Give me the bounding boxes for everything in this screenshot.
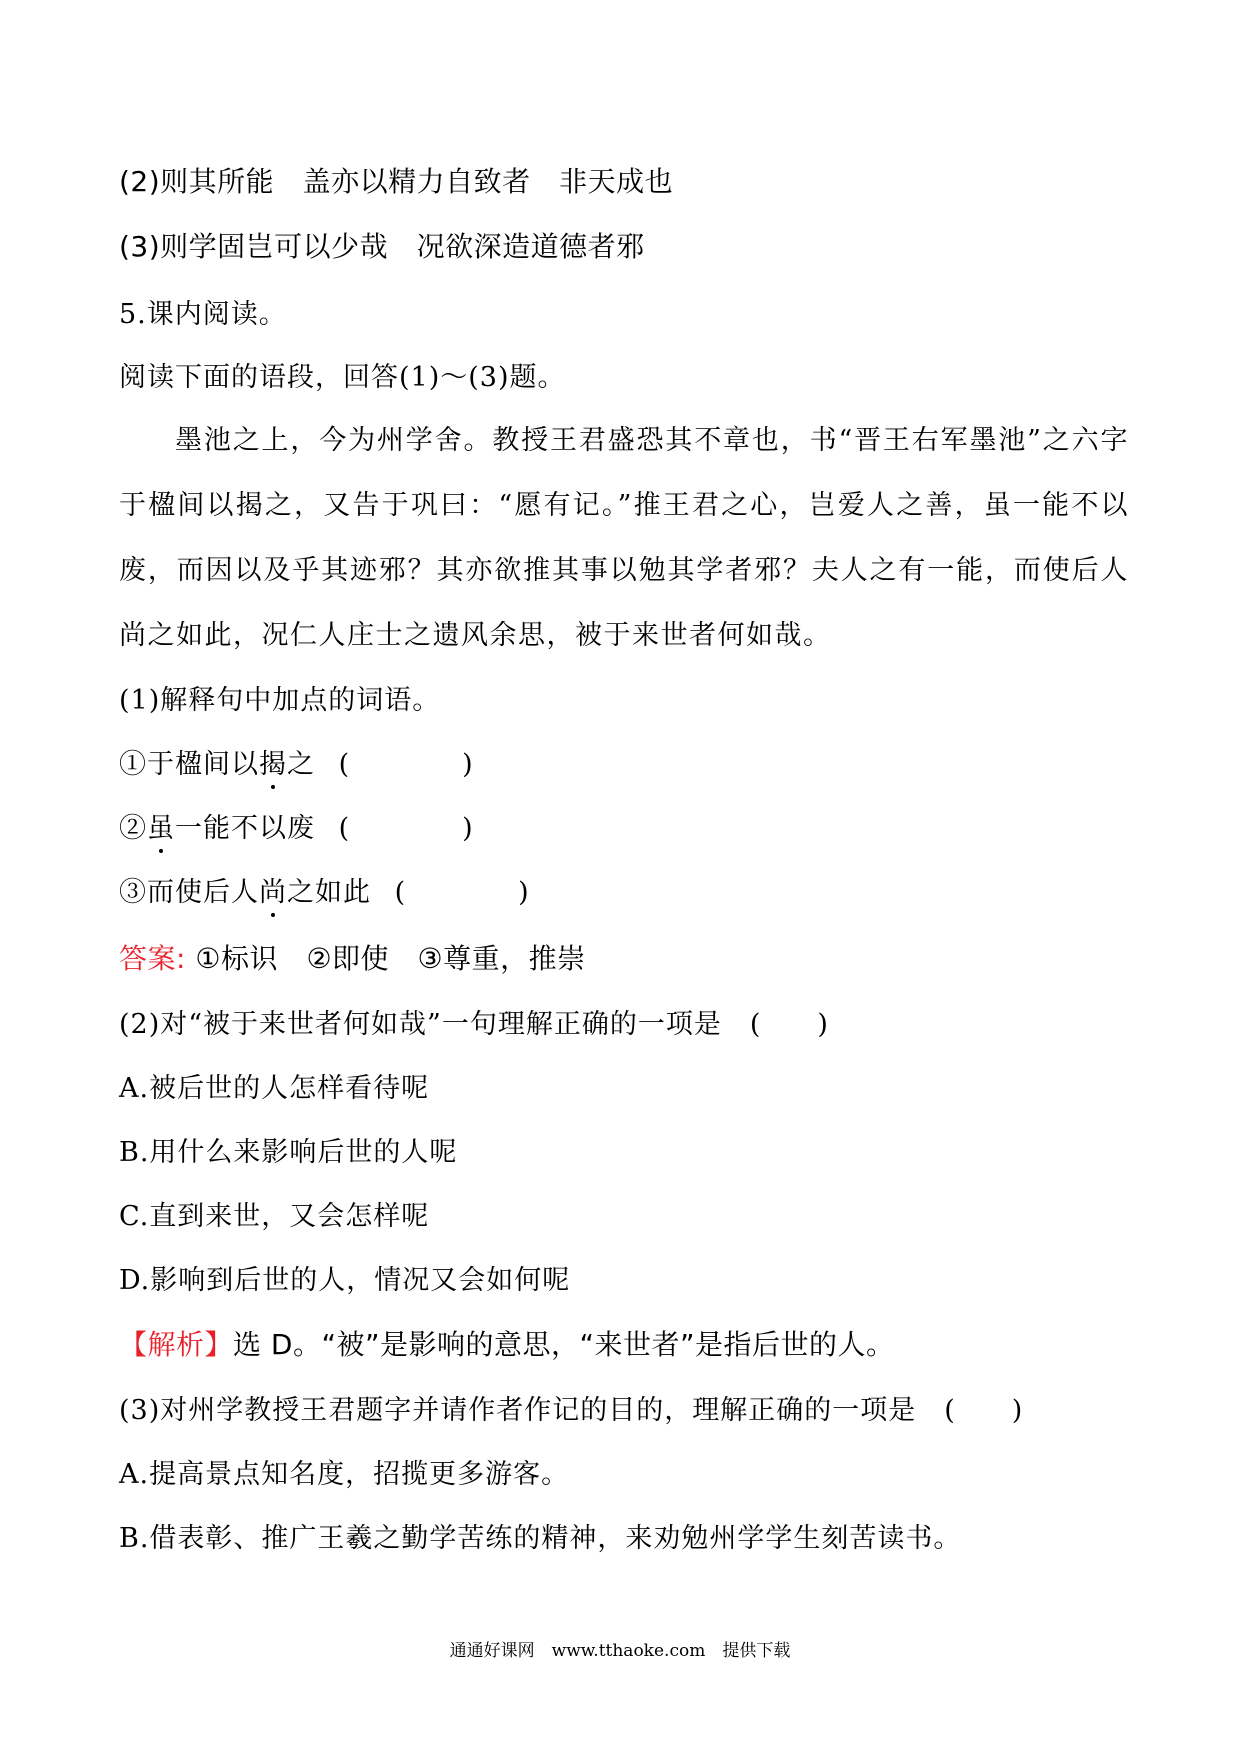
item-2-post: 一能不以废 bbox=[175, 813, 315, 844]
item-3-pre: ③而使后人 bbox=[119, 877, 259, 908]
page-footer: 通通好课网 www.tthaoke.com 提供下载 bbox=[449, 1641, 791, 1661]
sub-question-2: (2)对“被于来世者何如哉”一句理解正确的一项是 ( ) bbox=[119, 1009, 829, 1040]
item-1-post: 之 bbox=[287, 749, 315, 780]
answer-label: 答案: bbox=[119, 942, 186, 975]
option-2c: C.直到来世，又会怎样呢 bbox=[119, 1201, 430, 1232]
item-1-dotted-word: 揭 bbox=[259, 749, 287, 780]
item-2-pre: ② bbox=[119, 813, 147, 844]
analysis-text: 选 D。“被”是影响的意思，“来世者”是指后世的人。 bbox=[233, 1328, 895, 1361]
option-3a: A.提高景点知名度，招揽更多游客。 bbox=[119, 1459, 570, 1490]
item-1-pre: ①于楹间以 bbox=[119, 749, 259, 780]
item-1 bbox=[119, 742, 474, 781]
analysis-line bbox=[119, 1323, 895, 1363]
item-3-post: 之如此 bbox=[287, 877, 371, 908]
analysis-label: 【解析】 bbox=[119, 1328, 234, 1361]
item-3 bbox=[119, 870, 530, 909]
option-3b: B.借表彰、推广王羲之勤学苦练的精神，来劝勉州学学生刻苦读书。 bbox=[119, 1523, 962, 1554]
sub-question-1: (1)解释句中加点的词语。 bbox=[119, 685, 441, 716]
answer-text: ①标识 ②即使 ③尊重，推崇 bbox=[195, 942, 586, 975]
answer-line bbox=[119, 937, 586, 977]
option-2a: A.被后世的人怎样看待呢 bbox=[119, 1073, 430, 1104]
item-3-dotted-word: 尚 bbox=[259, 877, 287, 908]
text-line-2: (2)则其所能 盖亦以精力自致者 非天成也 bbox=[119, 165, 674, 198]
option-2b: B.用什么来影响后世的人呢 bbox=[119, 1137, 458, 1168]
text-line-3: (3)则学固岂可以少哉 况欲深造道德者邪 bbox=[119, 230, 645, 263]
item-2-blank: ( ) bbox=[338, 813, 474, 844]
option-2d: D.影响到后世的人，情况又会如何呢 bbox=[119, 1265, 571, 1296]
item-2 bbox=[119, 806, 474, 845]
item-2-dotted-word: 虽 bbox=[147, 813, 175, 844]
item-1-blank: ( ) bbox=[338, 749, 474, 780]
instruction-text: 阅读下面的语段，回答(1)～(3)题。 bbox=[119, 362, 566, 393]
question-5-heading: 5.课内阅读。 bbox=[119, 299, 287, 330]
passage-paragraph: 墨池之上，今为州学舍。教授王君盛恐其不章也，书“晋王右军墨池”之六字于楹间以揭之，又告于巩曰：“愿有记。”推王君之心，岂爱人之善，虽一能不以废，而因以及乎其迹邪？其亦欲推其事以勉其学者邪？夫人之有一能，而使后人尚之如此，况仁人庄士之遗风余思，被于来世者何如哉。 bbox=[119, 425, 1129, 651]
sub-question-3: (3)对州学教授王君题字并请作者作记的目的，理解正确的一项是 ( ) bbox=[119, 1395, 1024, 1426]
item-3-blank: ( ) bbox=[394, 877, 530, 908]
